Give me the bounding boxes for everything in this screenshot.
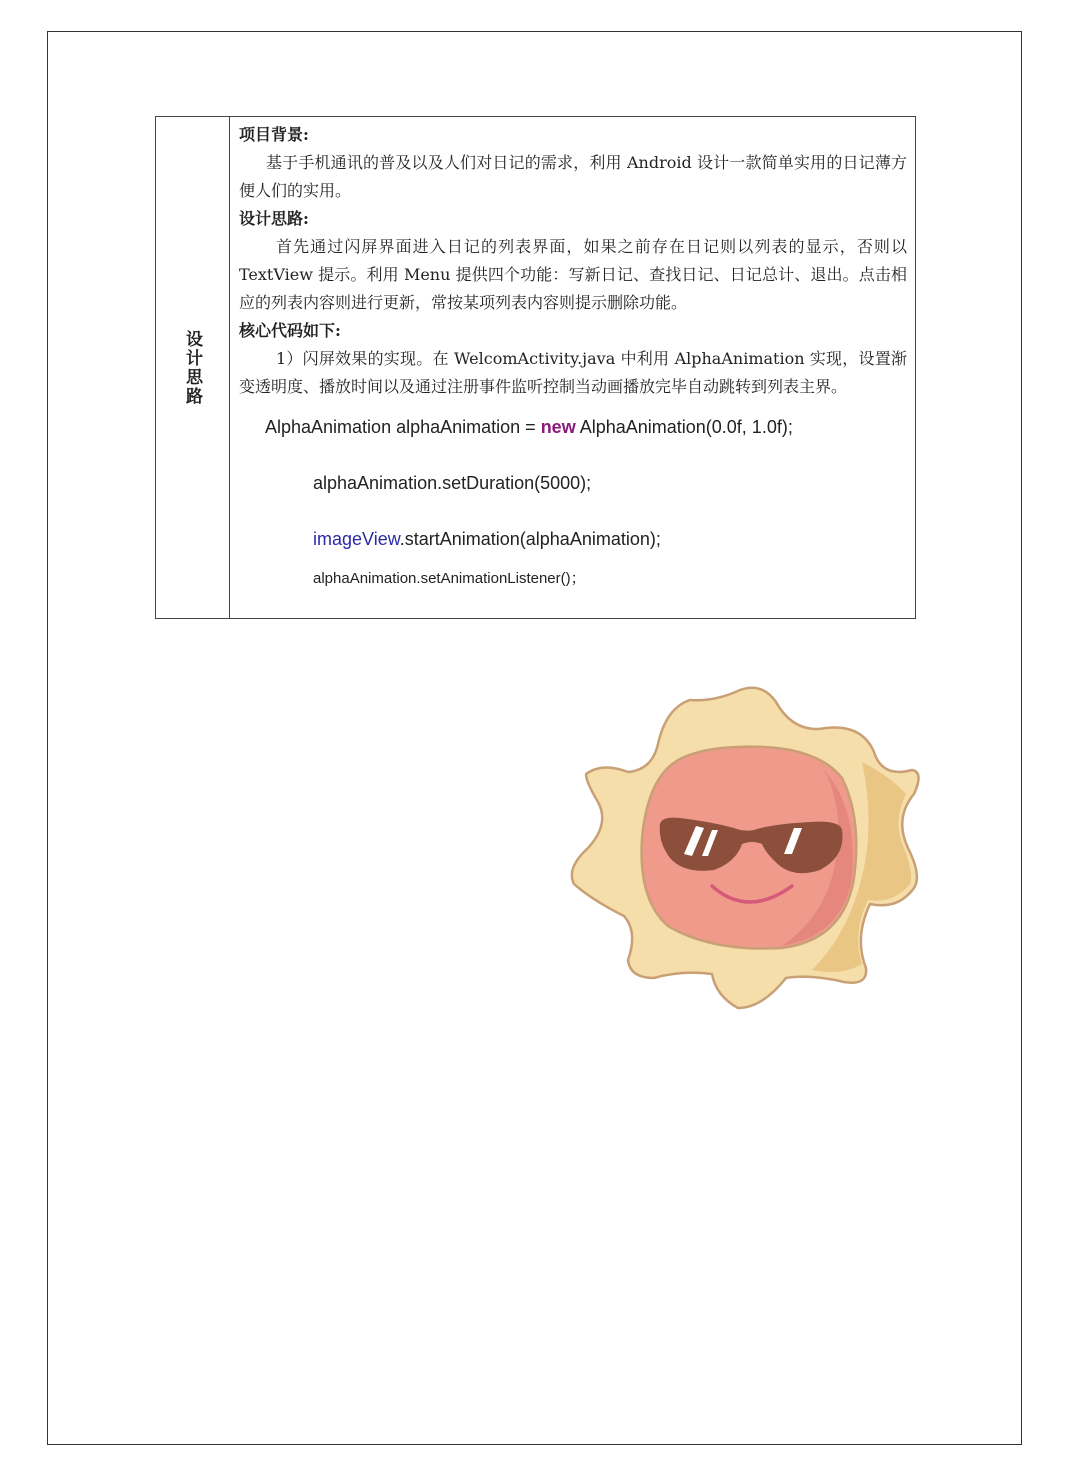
code-line-1-post: AlphaAnimation(0.0f, 1.0f); [575, 417, 793, 437]
code-field-imageview: imageView [313, 529, 400, 549]
code-line-4: alphaAnimation.setAnimationListener()； [313, 570, 586, 587]
idea-text: 首先通过闪屏界面进入日记的列表界面，如果之前存在日记则以列表的显示，否则以 TextView 提示。利用 Menu 提供四个功能：写新日记、查找日记、日记总计、退出。点击相应的列表内容则进行更新，常按某项列表内容则提示删除功能。 [239, 237, 907, 312]
code-line-3-post: .startAnimation(alphaAnimation); [399, 529, 661, 549]
code-heading: 核心代码如下: [239, 321, 341, 340]
side-label-cell [156, 117, 230, 618]
side-label: 设计思路 [182, 329, 202, 406]
idea-heading: 设计思路: [239, 209, 309, 228]
content-cell [230, 117, 915, 618]
code-intro: 1）闪屏效果的实现。在 WelcomActivity.java 中利用 AlphaAnimation 实现，设置渐变透明度、播放时间以及通过注册事件监听控制当动画播放完毕自动跳转到列表主界。 [239, 349, 907, 396]
code-line-3 [239, 527, 907, 551]
code-line-2: alphaAnimation.setDuration(5000); [313, 473, 592, 493]
background-heading: 项目背景: [239, 125, 309, 144]
code-line-1-pre: AlphaAnimation alphaAnimation = [265, 417, 541, 437]
design-table [155, 116, 916, 619]
background-text: 基于手机通讯的普及以及人们对日记的需求，利用 Android 设计一款简单实用的日记薄方便人们的实用。 [239, 153, 907, 200]
code-keyword-new: new [540, 417, 576, 437]
code-line-1 [239, 415, 907, 439]
sun-with-sunglasses-icon [562, 678, 927, 1018]
